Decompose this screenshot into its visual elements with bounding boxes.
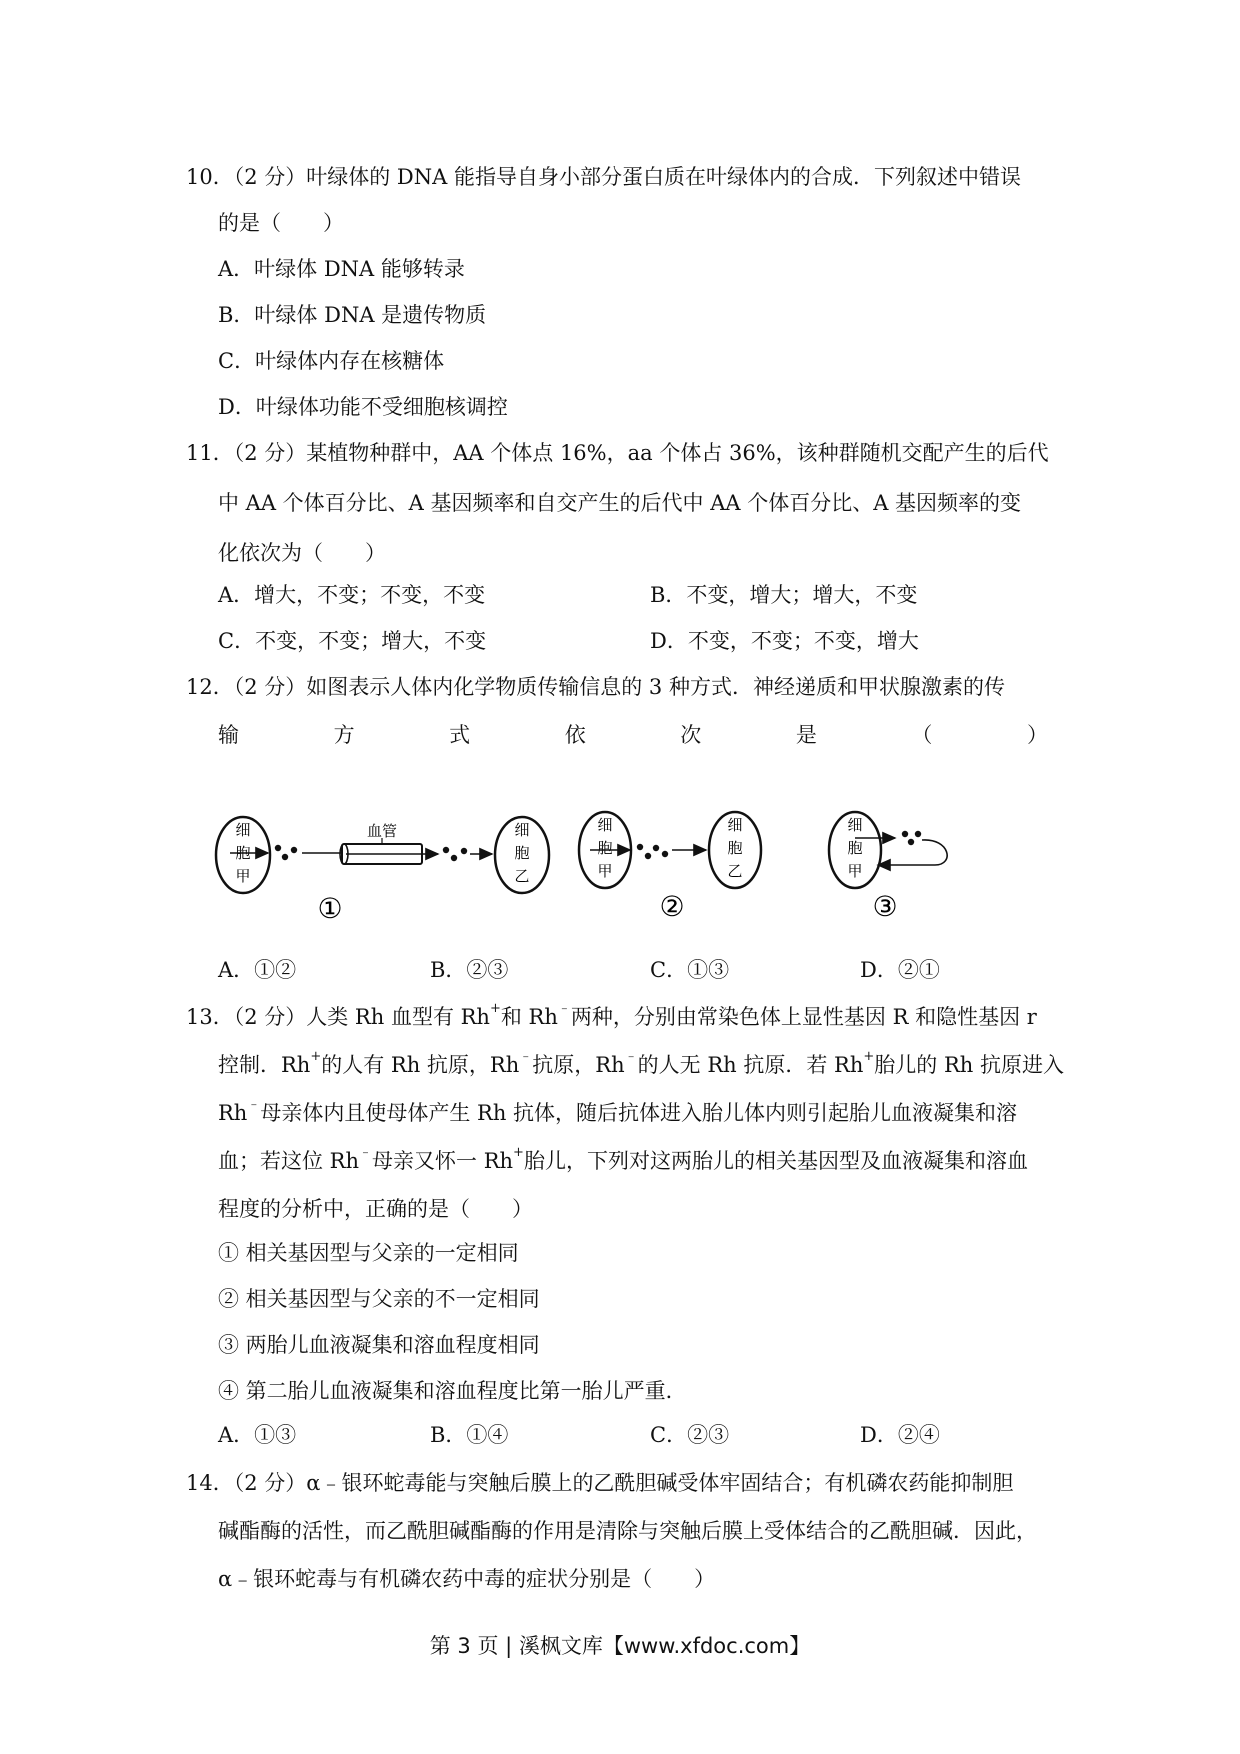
diagram-2 [579, 812, 761, 923]
q12-stem-line1: 12．（2 分）如图表示人体内化学物质传输信息的 3 种方式．神经递质和甲状腺激素的传 [186, 675, 1005, 699]
q12-char: 方 [333, 723, 355, 747]
superscript-minus: ﹣ [247, 1097, 261, 1112]
q11-option-d: D．不变，不变；不变，增大 [650, 629, 919, 653]
q12-stem-line2 [218, 720, 1048, 750]
q10-stem-line2: 的是（ ） [218, 211, 344, 235]
q13-text: 母亲体内且使母体产生 Rh 抗体，随后抗体进入胎儿体内则引起胎儿血液凝集和溶 [260, 1101, 1018, 1125]
diagram-2-mark: ② [659, 890, 685, 923]
q13-text: 控制．Rh [218, 1053, 311, 1077]
superscript-plus: + [310, 1049, 322, 1064]
cell-jia-label-char: 细 [597, 816, 613, 834]
q13-statement-2: ② 相关基因型与父亲的不一定相同 [218, 1287, 540, 1311]
q14-stem-line2: 碱酯酶的活性，而乙酰胆碱酯酶的作用是清除与突触后膜上受体结合的乙酰胆碱．因此， [218, 1519, 1037, 1543]
q12-char: 依 [564, 723, 586, 747]
cell-jia-label-char: 甲 [847, 862, 863, 880]
q13-option-c: C．②③ [650, 1423, 730, 1447]
cell-yi-label-char: 胞 [727, 839, 743, 857]
q13-stem-line4 [218, 1146, 1028, 1176]
q12-char: 次 [680, 723, 702, 747]
q11-stem-line1: 11．（2 分）某植物种群中，AA 个体点 16%，aa 个体占 36%，该种群随机交配产生的后代 [186, 441, 1049, 465]
q11-option-b: B．不变，增大；增大，不变 [650, 583, 918, 607]
q13-statement-1: ① 相关基因型与父亲的一定相同 [218, 1241, 519, 1265]
cell-jia-label-char: 胞 [597, 839, 613, 857]
q10-option-a: A．叶绿体 DNA 能够转录 [218, 257, 465, 281]
diagram-1-mark: ① [317, 892, 343, 925]
q13-text: Rh [218, 1101, 248, 1125]
vessel-label: 血管 [366, 822, 398, 840]
q12-option-a: A．①② [218, 958, 297, 982]
cell-jia-label-char: 细 [847, 816, 863, 834]
q11-stem-line3: 化依次为（ ） [218, 541, 386, 565]
q13-text: 13．（2 分）人类 Rh 血型有 Rh [186, 1005, 490, 1029]
cell-jia-label-char: 胞 [235, 844, 251, 862]
q13-text: 和 Rh [500, 1005, 558, 1029]
q14-stem-line1: 14．（2 分）α﹣银环蛇毒能与突触后膜上的乙酰胆碱受体牢固结合；有机磷农药能抑制胆 [186, 1471, 1014, 1495]
q12-char: 式 [449, 723, 471, 747]
q13-stem-line5: 程度的分析中，正确的是（ ） [218, 1197, 533, 1221]
q14-stem-line3: α﹣银环蛇毒与有机磷农药中毒的症状分别是（ ） [218, 1567, 716, 1591]
cell-yi-label-char: 细 [514, 821, 530, 839]
q13-text: 抗原，Rh [532, 1053, 625, 1077]
q10-option-d: D．叶绿体功能不受细胞核调控 [218, 395, 508, 419]
cell-jia-label-char: 甲 [597, 862, 613, 880]
q13-text: 母亲又怀一 Rh [372, 1149, 514, 1173]
superscript-minus: ﹣ [557, 1001, 571, 1016]
cell-jia-label-char: 胞 [847, 839, 863, 857]
superscript-minus: ﹣ [519, 1049, 533, 1064]
q12-char: 输 [218, 723, 239, 747]
q10-stem-line1: 10．（2 分）叶绿体的 DNA 能指导自身小部分蛋白质在叶绿体内的合成．下列叙述中错误 [186, 165, 1021, 189]
q10-option-c: C．叶绿体内存在核糖体 [218, 349, 445, 373]
q13-text: 血；若这位 Rh [218, 1149, 360, 1173]
q11-option-c: C．不变，不变；增大，不变 [218, 629, 487, 653]
superscript-plus: + [863, 1049, 875, 1064]
q13-stem-line1 [186, 1002, 1037, 1032]
diagram-3-mark: ③ [872, 890, 898, 923]
q13-option-d: D．②④ [860, 1423, 940, 1447]
q12-option-d: D．②① [860, 958, 940, 982]
diagram-1 [216, 817, 549, 925]
q11-stem-line2: 中 AA 个体百分比、A 基因频率和自交产生的后代中 AA 个体百分比、A 基因频率的变 [218, 491, 1022, 515]
q13-text: 的人无 Rh 抗原．若 Rh [637, 1053, 864, 1077]
q12-option-c: C．①③ [650, 958, 730, 982]
q10-option-b: B．叶绿体 DNA 是遗传物质 [218, 303, 487, 327]
q12-option-b: B．②③ [430, 958, 509, 982]
cell-jia-label-char: 甲 [235, 867, 251, 885]
page-footer: 第 3 页 | 溪枫文库【www.xfdoc.com】 [429, 1634, 811, 1658]
cell-yi-label-char: 细 [727, 816, 743, 834]
cell-yi-label-char: 乙 [727, 862, 743, 880]
q13-option-a: A．①③ [218, 1423, 297, 1447]
superscript-minus: ﹣ [359, 1145, 373, 1160]
q12-char: ） [1026, 723, 1048, 747]
superscript-plus: + [489, 1001, 501, 1016]
superscript-plus: + [513, 1145, 524, 1160]
q12-signal-transmission-figure [210, 790, 970, 930]
q13-text: 胎儿的 Rh 抗原进入 [874, 1053, 1064, 1077]
q13-text: 的人有 Rh 抗原，Rh [321, 1053, 520, 1077]
superscript-minus: ﹣ [624, 1049, 638, 1064]
q11-option-a: A．增大，不变；不变，不变 [218, 583, 486, 607]
q13-stem-line3 [218, 1098, 1017, 1128]
cell-yi-label-char: 胞 [514, 844, 530, 862]
q12-char: （ [911, 723, 933, 747]
q13-stem-line2 [218, 1050, 1064, 1080]
q13-text: 两种，分别由常染色体上显性基因 R 和隐性基因 r [570, 1005, 1037, 1029]
q13-statement-3: ③ 两胎儿血液凝集和溶血程度相同 [218, 1333, 540, 1357]
q13-statement-4: ④ 第二胎儿血液凝集和溶血程度比第一胎儿严重． [218, 1379, 687, 1403]
q13-option-b: B．①④ [430, 1423, 509, 1447]
q12-char: 是 [795, 723, 817, 747]
cell-yi-label-char: 乙 [514, 867, 530, 885]
cell-jia-label-char: 细 [235, 821, 251, 839]
diagram-3 [829, 812, 947, 923]
q13-text: 胎儿，下列对这两胎儿的相关基因型及血液凝集和溶血 [523, 1149, 1028, 1173]
